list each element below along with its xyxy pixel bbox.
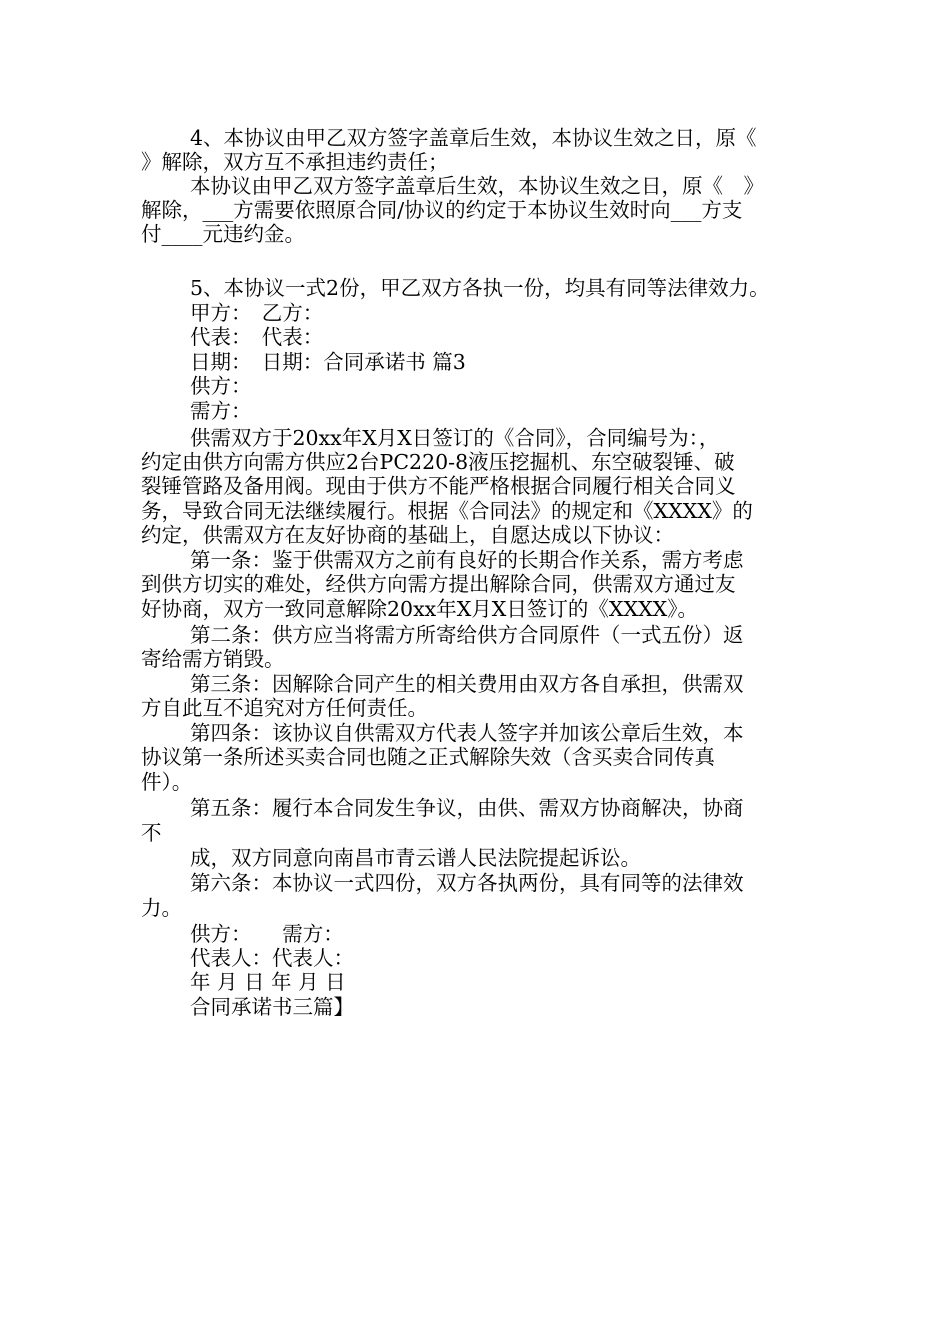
text-line: 裂锤管路及备用阀。现由于供方不能严格根据合同履行相关合同义 [141,474,736,498]
text-line: 第三条：因解除合同产生的相关费用由双方各自承担，供需双 [190,672,744,696]
text-line: 代表人：代表人： [190,946,354,970]
text-line: 第一条：鉴于供需双方之前有良好的长期合作关系，需方考虑 [190,548,744,572]
text-line: 到供方切实的难处，经供方向需方提出解除合同，供需双方通过友 [141,572,736,596]
text-line: 》解除，双方互不承担违约责任； [141,150,449,174]
text-line: 约定由供方向需方供应2台PC220-8液压挖掘机、东空破裂锤、破 [141,450,735,474]
text-line: 不 [141,821,162,845]
text-line: 寄给需方销毁。 [141,647,285,671]
text-line: 解除，___方需要依照原合同/协议的约定于本协议生效时向___方支 [141,198,743,222]
text-line: 4、本协议由甲乙双方签字盖章后生效，本协议生效之日，原《 [190,126,757,150]
text-line: 方自此互不追究对方任何责任。 [141,696,428,720]
text-line: 约定，供需双方在友好协商的基础上，自愿达成以下协议： [141,523,674,547]
text-line: 力。 [141,896,182,920]
text-line: 第二条：供方应当将需方所寄给供方合同原件（一式五份）返 [190,623,744,647]
text-line: 日期： 日期：合同承诺书 篇3 [190,350,466,374]
text-line: 件）。 [141,770,193,794]
text-line: 甲方： 乙方： [190,301,324,325]
text-line: 代表： 代表： [190,325,324,349]
text-line: 协议第一条所述买卖合同也随之正式解除失效（含买卖合同传真 [141,745,715,769]
text-line: 好协商，双方一致同意解除20xx年X月X日签订的《XXXX》。 [141,597,699,621]
text-line: 供方： [190,374,252,398]
text-line: 需方： [190,399,252,423]
text-line: 成，双方同意向南昌市青云谱人民法院提起诉讼。 [190,846,641,870]
text-line: 第五条：履行本合同发生争议，由供、需双方协商解决，协商 [190,796,744,820]
text-line: 年 月 日 年 月 日 [190,970,346,994]
text-line: 本协议由甲乙双方签字盖章后生效，本协议生效之日，原《 》 [190,174,764,198]
text-line: 第六条：本协议一式四份，双方各执两份，具有同等的法律效 [190,871,744,895]
text-line: 付____元违约金。 [141,222,305,246]
text-line: 合同承诺书三篇】 [190,995,354,1019]
text-line: 供方： 需方： [190,922,344,946]
text-line: 第四条：该协议自供需双方代表人签字并加该公章后生效，本 [190,721,744,745]
text-line: 务，导致合同无法继续履行。根据《合同法》的规定和《XXXX》的 [141,499,753,523]
text-line: 供需双方于20xx年X月X日签订的《合同》，合同编号为：， [190,426,720,450]
text-line: 5、本协议一式2份，甲乙双方各执一份，均具有同等法律效力。 [190,276,770,300]
